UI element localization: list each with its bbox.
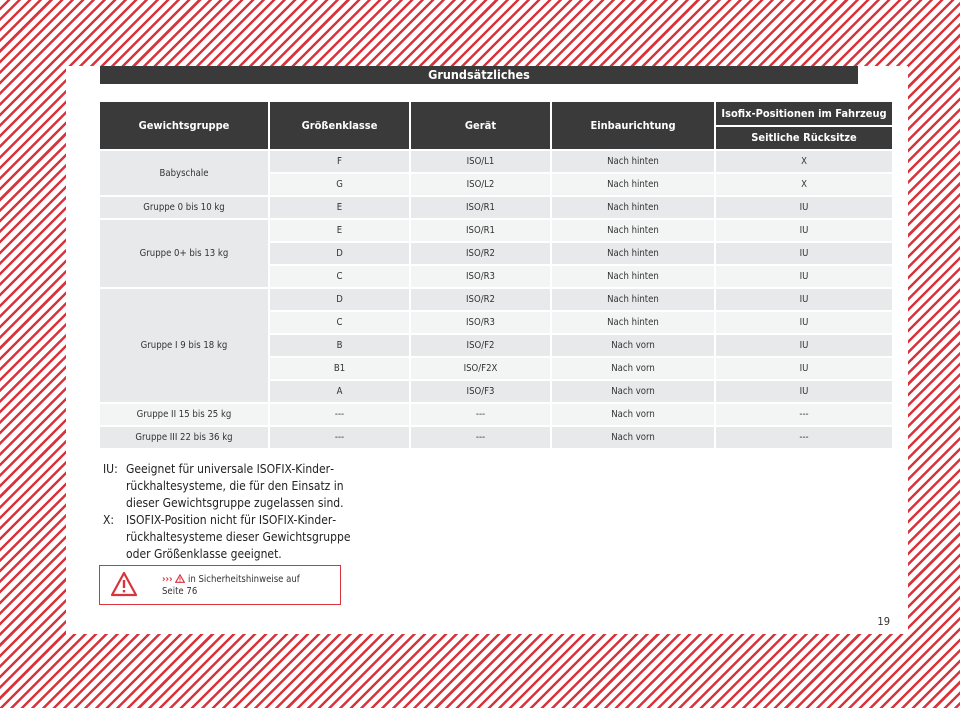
legend-item-iu — [103, 461, 363, 512]
cell-size-class: B1 — [270, 358, 409, 379]
cell-weight-group: Gruppe II 15 bis 25 kg — [100, 404, 268, 425]
cell-side-rear-seats: IU — [716, 289, 892, 310]
cell-device: ISO/F2X — [411, 358, 550, 379]
cell-direction: Nach vorn — [552, 335, 714, 356]
cell-device: ISO/R3 — [411, 312, 550, 333]
table-row — [100, 220, 892, 241]
reference-line-1: in Sicherheitshinweise auf — [185, 574, 300, 585]
cell-side-rear-seats: IU — [716, 335, 892, 356]
cell-side-rear-seats: IU — [716, 312, 892, 333]
warning-triangle-icon — [110, 571, 138, 597]
cell-size-class: E — [270, 220, 409, 241]
cell-weight-group: Gruppe 0+ bis 13 kg — [100, 220, 268, 287]
cell-direction: Nach vorn — [552, 404, 714, 425]
cell-device: ISO/F3 — [411, 381, 550, 402]
reference-line-2: Seite 76 — [162, 586, 198, 597]
cell-device: --- — [411, 427, 550, 448]
legend-key: X: — [103, 513, 115, 527]
small-warning-icon — [175, 574, 185, 583]
legend-text: ISOFIX-Position nicht für ISOFIX-Kinderrückhaltesysteme dieser Gewichtsgruppe oder Größenklasse geeignet. — [126, 513, 351, 561]
cell-device: --- — [411, 404, 550, 425]
cell-direction: Nach hinten — [552, 220, 714, 241]
cell-weight-group: Babyschale — [100, 151, 268, 195]
table-row — [100, 151, 892, 172]
cell-side-rear-seats: IU — [716, 243, 892, 264]
cell-device: ISO/R2 — [411, 243, 550, 264]
manual-page — [66, 66, 908, 634]
table-body — [100, 151, 892, 448]
cell-direction: Nach vorn — [552, 381, 714, 402]
cell-device: ISO/R1 — [411, 197, 550, 218]
chevron-right-icon: ››› — [162, 574, 173, 585]
table-row — [100, 289, 892, 310]
cell-size-class: E — [270, 197, 409, 218]
cell-size-class: --- — [270, 427, 409, 448]
table-row — [100, 404, 892, 425]
header-side-rear-seats: Seitliche Rücksitze — [716, 127, 892, 150]
cell-side-rear-seats: IU — [716, 358, 892, 379]
cell-device: ISO/F2 — [411, 335, 550, 356]
cell-direction: Nach hinten — [552, 151, 714, 172]
cell-size-class: A — [270, 381, 409, 402]
cell-size-class: C — [270, 266, 409, 287]
isofix-table — [98, 100, 894, 450]
cell-side-rear-seats: X — [716, 174, 892, 195]
cell-side-rear-seats: IU — [716, 266, 892, 287]
cell-side-rear-seats: IU — [716, 381, 892, 402]
cell-size-class: --- — [270, 404, 409, 425]
cell-size-class: F — [270, 151, 409, 172]
cell-weight-group: Gruppe I 9 bis 18 kg — [100, 289, 268, 402]
cell-direction: Nach hinten — [552, 312, 714, 333]
cell-side-rear-seats: X — [716, 151, 892, 172]
legend-key: IU: — [103, 462, 118, 476]
header-weight-group: Gewichtsgruppe — [100, 102, 268, 149]
header-device: Gerät — [411, 102, 550, 149]
page-number: 19 — [877, 615, 890, 628]
cell-size-class: C — [270, 312, 409, 333]
safety-reference-box — [99, 565, 341, 605]
legend-text: Geeignet für universale ISOFIX-Kinderrückhaltesysteme, die für den Einsatz in dieser Gewichtsgruppe zugelassen sind. — [126, 462, 344, 510]
section-title: Grundsätzliches — [100, 66, 858, 84]
header-isofix-positions: Isofix-Positionen im Fahrzeug — [716, 102, 892, 125]
cell-direction: Nach hinten — [552, 174, 714, 195]
cell-direction: Nach vorn — [552, 427, 714, 448]
cell-device: ISO/L1 — [411, 151, 550, 172]
cell-size-class: D — [270, 243, 409, 264]
cell-size-class: D — [270, 289, 409, 310]
legend — [103, 461, 363, 563]
cell-device: ISO/R1 — [411, 220, 550, 241]
cell-direction: Nach vorn — [552, 358, 714, 379]
cell-direction: Nach hinten — [552, 289, 714, 310]
cell-direction: Nach hinten — [552, 243, 714, 264]
cell-weight-group: Gruppe 0 bis 10 kg — [100, 197, 268, 218]
cell-side-rear-seats: --- — [716, 427, 892, 448]
cell-size-class: B — [270, 335, 409, 356]
cell-direction: Nach hinten — [552, 197, 714, 218]
header-size-class: Größenklasse — [270, 102, 409, 149]
cell-size-class: G — [270, 174, 409, 195]
cell-side-rear-seats: --- — [716, 404, 892, 425]
table-row — [100, 197, 892, 218]
legend-item-x — [103, 512, 363, 563]
cell-device: ISO/R3 — [411, 266, 550, 287]
cell-side-rear-seats: IU — [716, 197, 892, 218]
cell-device: ISO/L2 — [411, 174, 550, 195]
cell-side-rear-seats: IU — [716, 220, 892, 241]
table-row — [100, 427, 892, 448]
cell-weight-group: Gruppe III 22 bis 36 kg — [100, 427, 268, 448]
cell-direction: Nach hinten — [552, 266, 714, 287]
cell-device: ISO/R2 — [411, 289, 550, 310]
header-direction: Einbaurichtung — [552, 102, 714, 149]
safety-reference-text[interactable] — [162, 574, 300, 598]
